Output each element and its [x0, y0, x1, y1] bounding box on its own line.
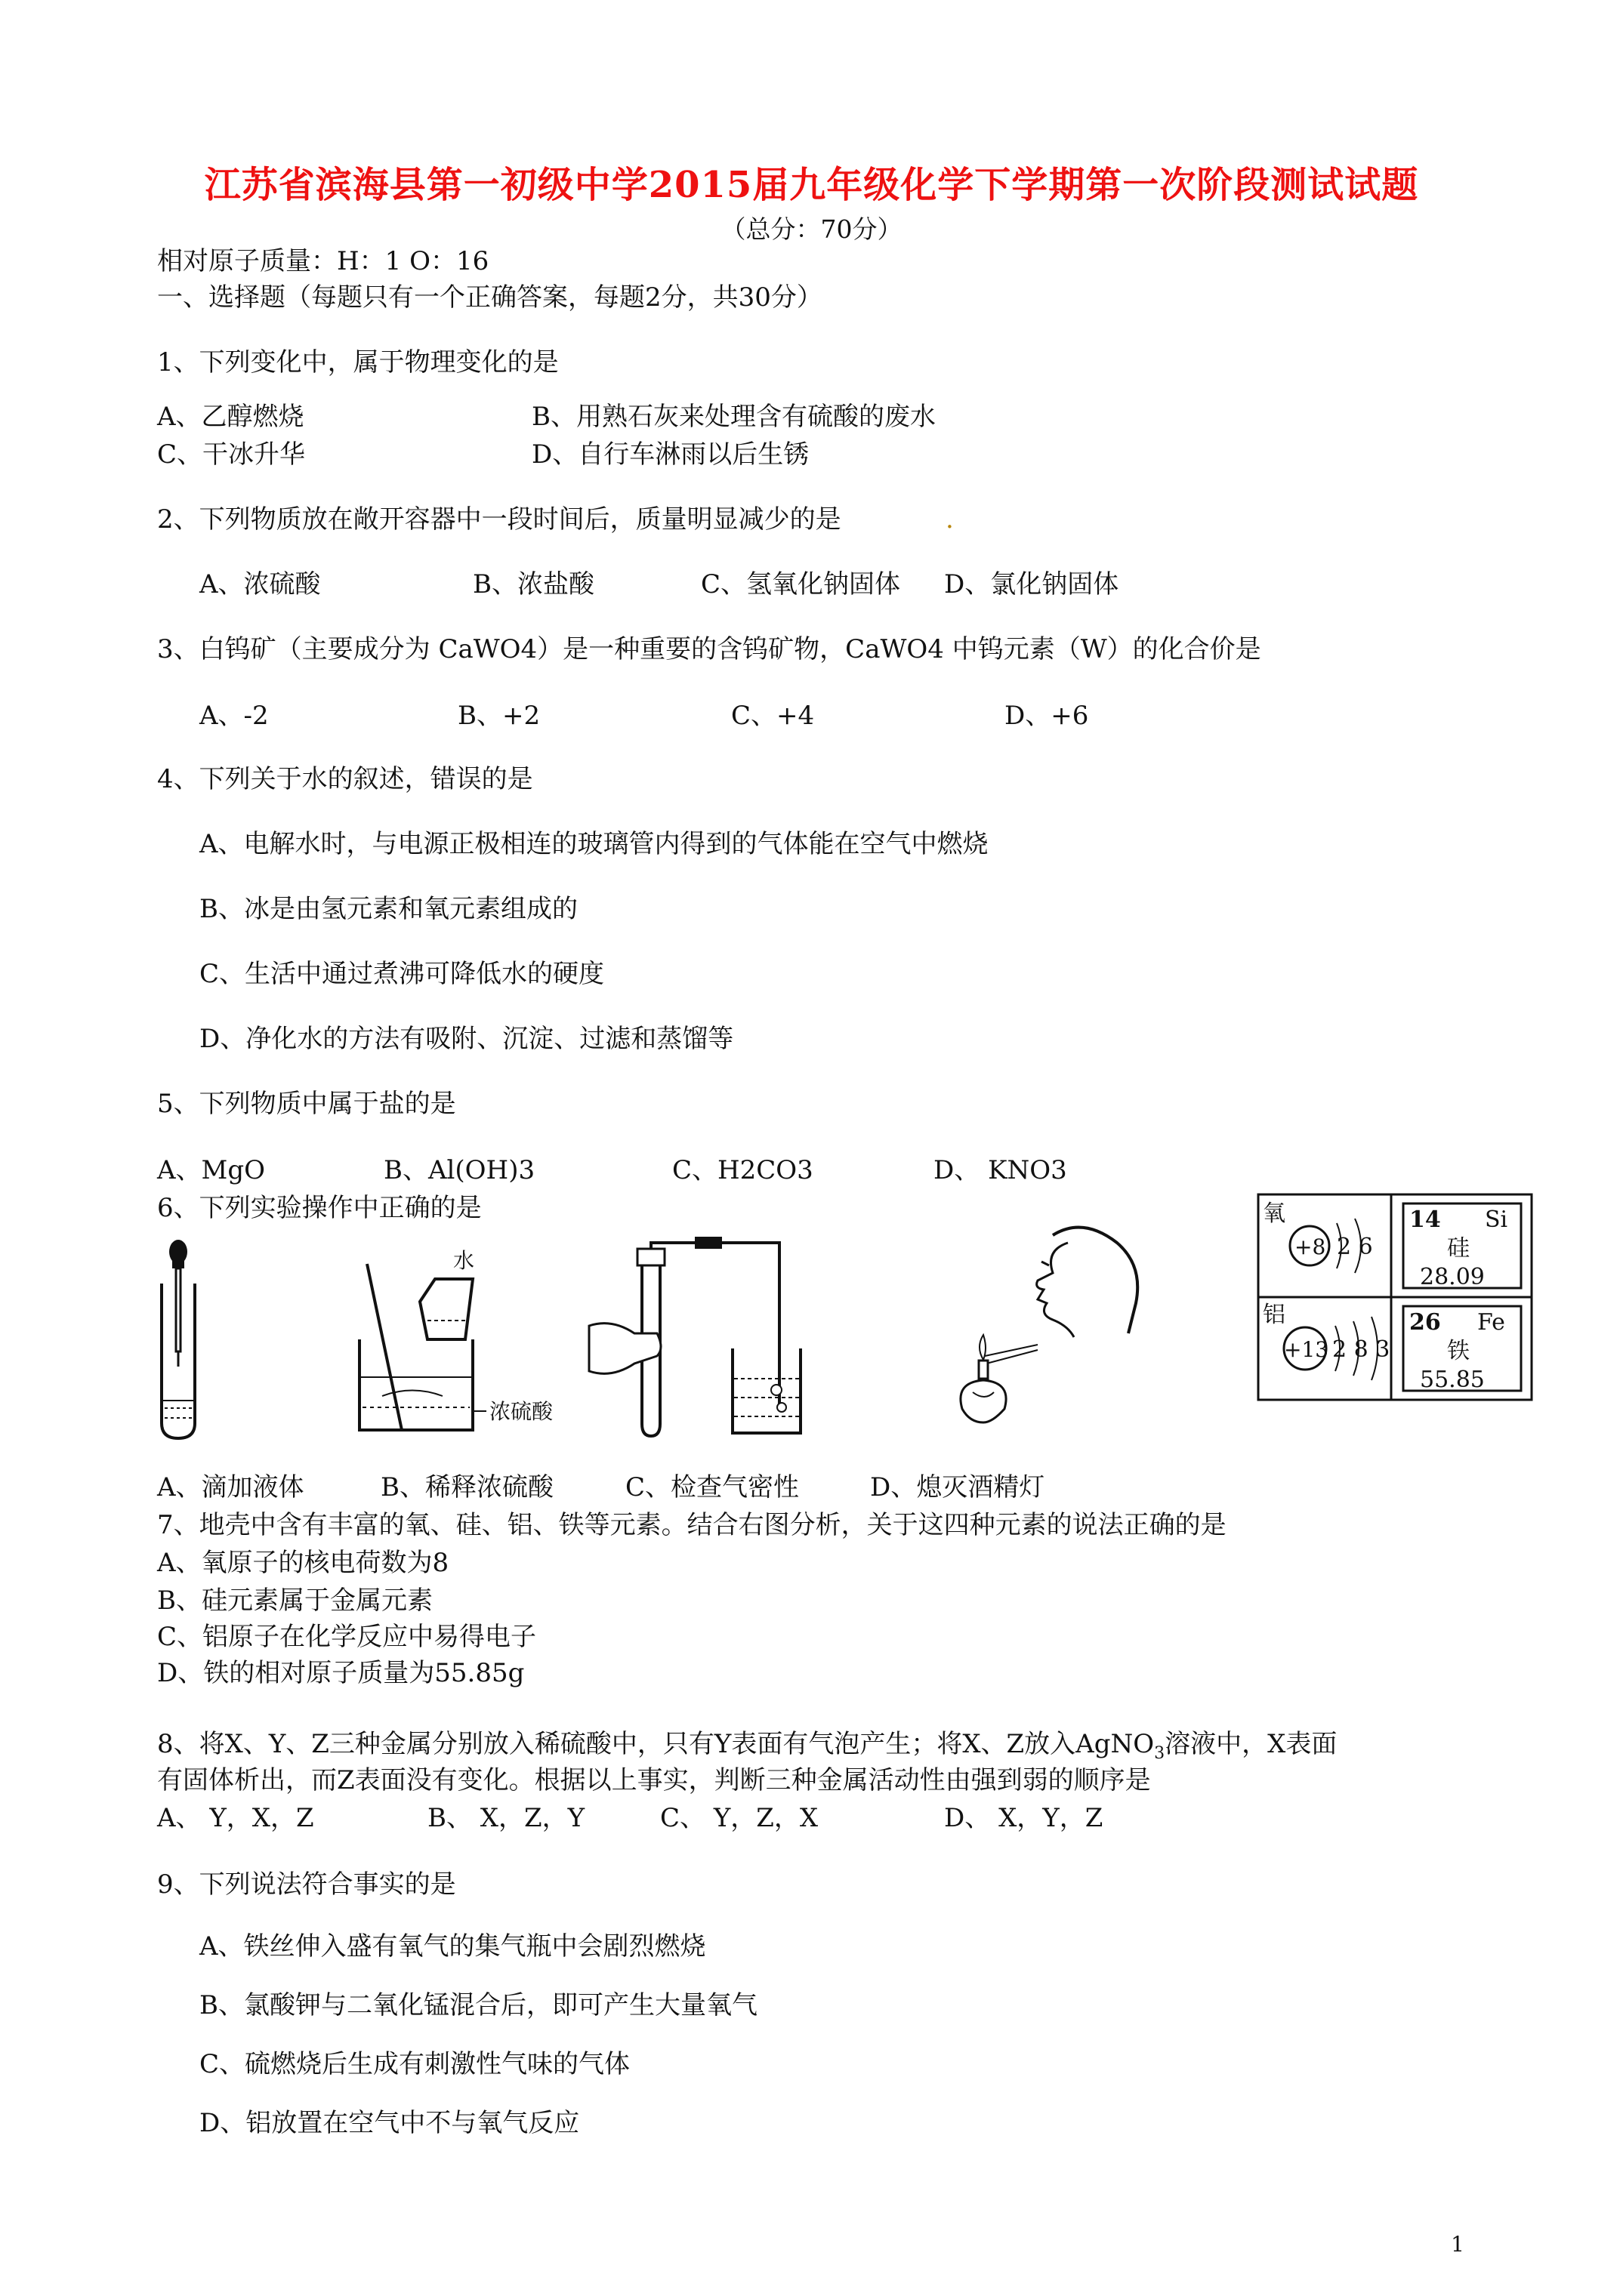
q1-stem: 1、下列变化中，属于物理变化的是: [157, 347, 559, 378]
aluminum-shells: 2 8 3: [1332, 1336, 1390, 1363]
silicon-mass: 28.09: [1420, 1264, 1485, 1290]
q3-option-d: D、+6: [1004, 701, 1089, 731]
iron-number: 26: [1409, 1309, 1441, 1336]
oxygen-shells: 2 6: [1337, 1234, 1373, 1260]
q8-subscript: 3: [1154, 1743, 1165, 1763]
aluminum-nucleus: +13: [1284, 1337, 1329, 1362]
q1-option-d: D、自行车淋雨以后生锈: [532, 439, 810, 470]
q7-option-a: A、氧原子的核电荷数为8: [157, 1548, 449, 1578]
atomic-mass-line: 相对原子质量：H：1 O：16: [157, 246, 489, 276]
q9-option-a: A、铁丝伸入盛有氧气的集气瓶中会剧烈燃烧: [199, 1931, 706, 1962]
q6-option-a: A、滴加液体: [157, 1472, 304, 1502]
q2-dot: .: [946, 504, 954, 535]
q7-option-d: D、铁的相对原子质量为55.85g: [157, 1658, 525, 1688]
q3-option-a: A、-2: [199, 701, 269, 731]
q5-stem: 5、下列物质中属于盐的是: [157, 1089, 456, 1119]
q8-option-b: B、 X，Z，Y: [427, 1803, 585, 1833]
q6-stem: 6、下列实验操作中正确的是: [157, 1193, 482, 1223]
section-heading: 一、选择题（每题只有一个正确答案，每题2分，共30分）: [157, 282, 822, 313]
q1-option-c: C、干冰升华: [157, 439, 306, 470]
q6-option-b: B、稀释浓硫酸: [381, 1472, 554, 1502]
iron-symbol: Fe: [1477, 1309, 1505, 1336]
q9-stem: 9、下列说法符合事实的是: [157, 1869, 456, 1900]
airtightness-figure: [582, 1235, 808, 1439]
q8-stem-text: 8、将X、Y、Z三种金属分别放入稀硫酸中，只有Y表面有气泡产生；将X、Z放入AgNO: [157, 1729, 1155, 1759]
q2-option-c: C、氢氧化钠固体: [701, 569, 901, 599]
q3-option-c: C、+4: [731, 701, 815, 731]
page-title: 江苏省滨海县第一初级中学2015届九年级化学下学期第一次阶段测试试题: [204, 164, 1419, 206]
q5-option-b: B、Al(OH)3: [384, 1155, 535, 1185]
label-concentrated-acid: 浓硫酸: [489, 1399, 554, 1424]
q8-option-d: D、 X，Y，Z: [944, 1803, 1103, 1833]
alcohol-lamp-figure: [955, 1220, 1181, 1447]
q7-option-b: B、硅元素属于金属元素: [157, 1586, 433, 1616]
q4-option-d: D、净化水的方法有吸附、沉淀、过滤和蒸馏等: [199, 1024, 734, 1054]
q8-option-a: A、 Y，X，Z: [157, 1803, 314, 1833]
silicon-number: 14: [1409, 1207, 1441, 1233]
q9-option-c: C、硫燃烧后生成有刺激性气味的气体: [199, 2049, 631, 2079]
q8-stem-line2: 有固体析出，而Z表面没有变化。根据以上事实，判断三种金属活动性由强到弱的顺序是: [157, 1765, 1151, 1795]
q8-stem-line1: [157, 1729, 1337, 1769]
q2-option-a: A、浓硫酸: [199, 569, 321, 599]
q5-option-c: C、H2CO3: [672, 1155, 813, 1185]
silicon-symbol: Si: [1485, 1207, 1508, 1233]
q7-stem: 7、地壳中含有丰富的氧、硅、铝、铁等元素。结合右图分析，关于这四种元素的说法正确的是: [157, 1510, 1227, 1540]
q6-option-d: D、熄灭酒精灯: [870, 1472, 1045, 1502]
q8-stem-tail: 溶液中，X表面: [1165, 1729, 1338, 1759]
iron-mass: 55.85: [1420, 1367, 1485, 1393]
iron-name: 铁: [1447, 1338, 1470, 1364]
q4-option-a: A、电解水时，与电源正极相连的玻璃管内得到的气体能在空气中燃烧: [199, 829, 989, 859]
q9-option-b: B、氯酸钾与二氧化锰混合后，即可产生大量氧气: [199, 1990, 758, 2020]
q4-option-b: B、冰是由氢元素和氧元素组成的: [199, 894, 578, 924]
silicon-name: 硅: [1447, 1235, 1470, 1262]
oxygen-nucleus: +8: [1294, 1234, 1326, 1259]
total-score: （总分：70分）: [720, 214, 903, 244]
label-water: 水: [453, 1248, 475, 1273]
aluminum-name: 铝: [1263, 1302, 1285, 1328]
q8-option-c: C、 Y，Z，X: [660, 1803, 819, 1833]
q5-option-d: D、 KNO3: [933, 1155, 1067, 1185]
q3-option-b: B、+2: [458, 701, 541, 731]
q3-stem: 3、白钨矿（主要成分为 CaWO4）是一种重要的含钨矿物，CaWO4 中钨元素（W）的化合价是: [157, 634, 1261, 664]
q4-stem: 4、下列关于水的叙述，错误的是: [157, 764, 533, 794]
page-number: 1: [1451, 2232, 1464, 2257]
q7-option-c: C、铝原子在化学反应中易得电子: [157, 1622, 537, 1652]
q2-stem: 2、下列物质放在敞开容器中一段时间后，质量明显减少的是: [157, 504, 841, 535]
q9-option-d: D、铝放置在空气中不与氧气反应: [199, 2108, 580, 2138]
q2-option-d: D、氯化钠固体: [944, 569, 1119, 599]
q1-option-a: A、乙醇燃烧: [157, 402, 304, 432]
q4-option-c: C、生活中通过煮沸可降低水的硬度: [199, 959, 605, 989]
q5-option-a: A、MgO: [157, 1155, 266, 1185]
q2-option-b: B、浓盐酸: [473, 569, 594, 599]
q1-option-b: B、用熟石灰来处理含有硫酸的废水: [532, 402, 936, 432]
oxygen-name: 氧: [1263, 1200, 1285, 1227]
dropper-figure: [156, 1238, 201, 1442]
q6-option-c: C、检查气密性: [625, 1472, 800, 1502]
